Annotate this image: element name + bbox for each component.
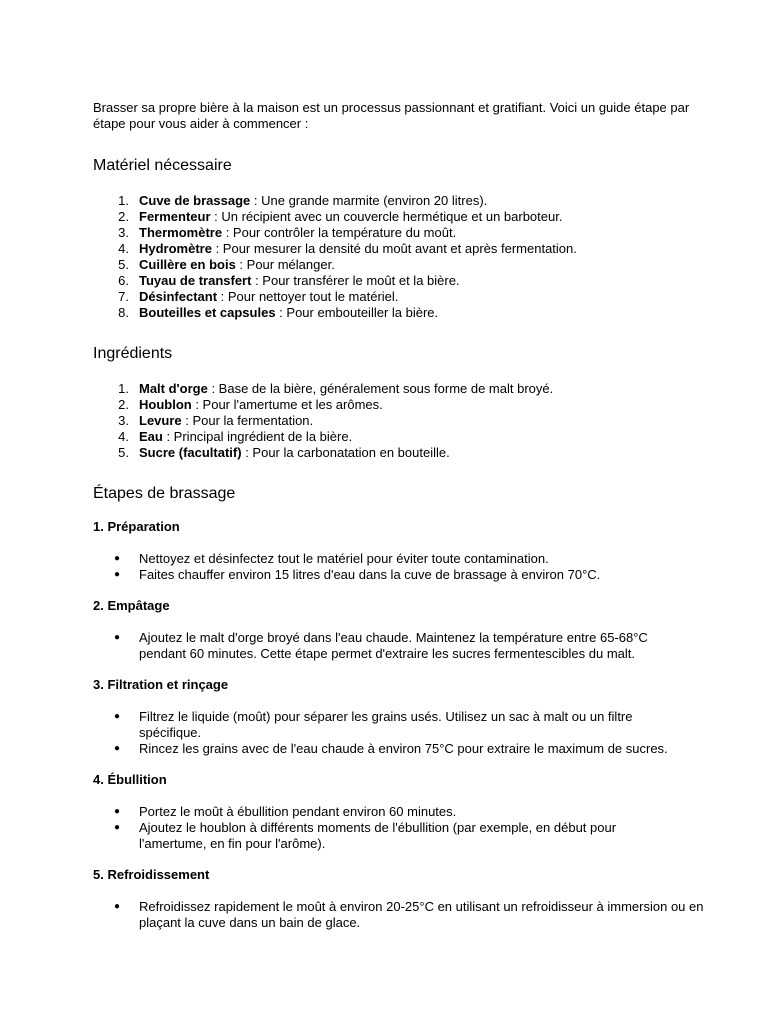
list-item: ● Refroidissez rapidement le moût à environ 20-25°C en utilisant un refroidisseur à immersion ou en plaçant la cuve dans un bain de glace. xyxy=(114,899,704,930)
list-item: ● Faites chauffer environ 15 litres d'eau dans la cuve de brassage à environ 70°C. xyxy=(114,567,601,582)
list-item: 2. Houblon : Pour l'amertume et les arômes. xyxy=(118,397,383,412)
step-title: 5. Refroidissement xyxy=(93,867,210,882)
step-title: 4. Ébullition xyxy=(93,772,167,787)
document-page xyxy=(93,100,704,931)
list-item: ● Filtrez le liquide (moût) pour séparer les grains usés. Utilisez un sac à malt ou un filtre spécifique. xyxy=(114,709,633,740)
list-item: ● Ajoutez le malt d'orge broyé dans l'eau chaude. Maintenez la température entre 65-68°C pendant 60 minutes. Cette étape permet d'extraire les sucres fermentescibles du malt. xyxy=(114,630,648,661)
list-ingredients xyxy=(93,381,693,461)
list-item: ● Ajoutez le houblon à différents moments de l'ébullition (par exemple, en début pour l'amertume, en fin pour l'arôme). xyxy=(114,820,617,851)
bullet-icon: ● xyxy=(114,711,121,722)
step-bullets xyxy=(93,551,693,583)
bullet-icon: ● xyxy=(114,632,121,643)
step-bullets xyxy=(93,899,704,931)
list-item: 4. Eau : Principal ingrédient de la bière. xyxy=(118,429,353,444)
step-title: 2. Empâtage xyxy=(93,598,170,613)
list-item: ● Nettoyez et désinfectez tout le matériel pour éviter toute contamination. xyxy=(114,551,549,566)
list-item: ● Portez le moût à ébullition pendant environ 60 minutes. xyxy=(114,804,457,819)
bullet-icon: ● xyxy=(114,569,121,580)
bullet-icon: ● xyxy=(114,822,121,833)
step-bullets xyxy=(93,709,693,757)
intro-paragraph: Brasser sa propre bière à la maison est un processus passionnant et gratifiant. Voici un guide étape par étape pour vous aider à commencer : xyxy=(93,100,690,131)
heading-etapes: Étapes de brassage xyxy=(93,485,236,502)
list-item: 5. Cuillère en bois : Pour mélanger. xyxy=(118,257,335,272)
list-item: 2. Fermenteur : Un récipient avec un couvercle hermétique et un barboteur. xyxy=(118,209,563,224)
heading-ingredients: Ingrédients xyxy=(93,345,173,362)
list-item: 3. Levure : Pour la fermentation. xyxy=(118,413,314,428)
list-item: 3. Thermomètre : Pour contrôler la température du moût. xyxy=(118,225,457,240)
step-title: 3. Filtration et rinçage xyxy=(93,677,229,692)
heading-materiel: Matériel nécessaire xyxy=(93,157,232,174)
list-item: 8. Bouteilles et capsules : Pour embouteiller la bière. xyxy=(118,305,439,320)
list-item: 6. Tuyau de transfert : Pour transférer le moût et la bière. xyxy=(118,273,460,288)
step-bullets xyxy=(93,804,693,852)
list-item: ● Rincez les grains avec de l'eau chaude à environ 75°C pour extraire le maximum de sucres. xyxy=(114,741,668,756)
step-bullets xyxy=(93,630,693,662)
bullet-icon: ● xyxy=(114,743,121,754)
bullet-icon: ● xyxy=(114,901,121,912)
list-item: 4. Hydromètre : Pour mesurer la densité du moût avant et après fermentation. xyxy=(118,241,577,256)
list-item: 5. Sucre (facultatif) : Pour la carbonatation en bouteille. xyxy=(118,445,450,460)
list-item: 1. Malt d'orge : Base de la bière, généralement sous forme de malt broyé. xyxy=(118,381,554,396)
step-title: 1. Préparation xyxy=(93,519,180,534)
bullet-icon: ● xyxy=(114,553,121,564)
list-item: 1. Cuve de brassage : Une grande marmite (environ 20 litres). xyxy=(118,193,488,208)
list-item: 7. Désinfectant : Pour nettoyer tout le matériel. xyxy=(118,289,399,304)
bullet-icon: ● xyxy=(114,806,121,817)
list-materiel xyxy=(93,193,693,321)
